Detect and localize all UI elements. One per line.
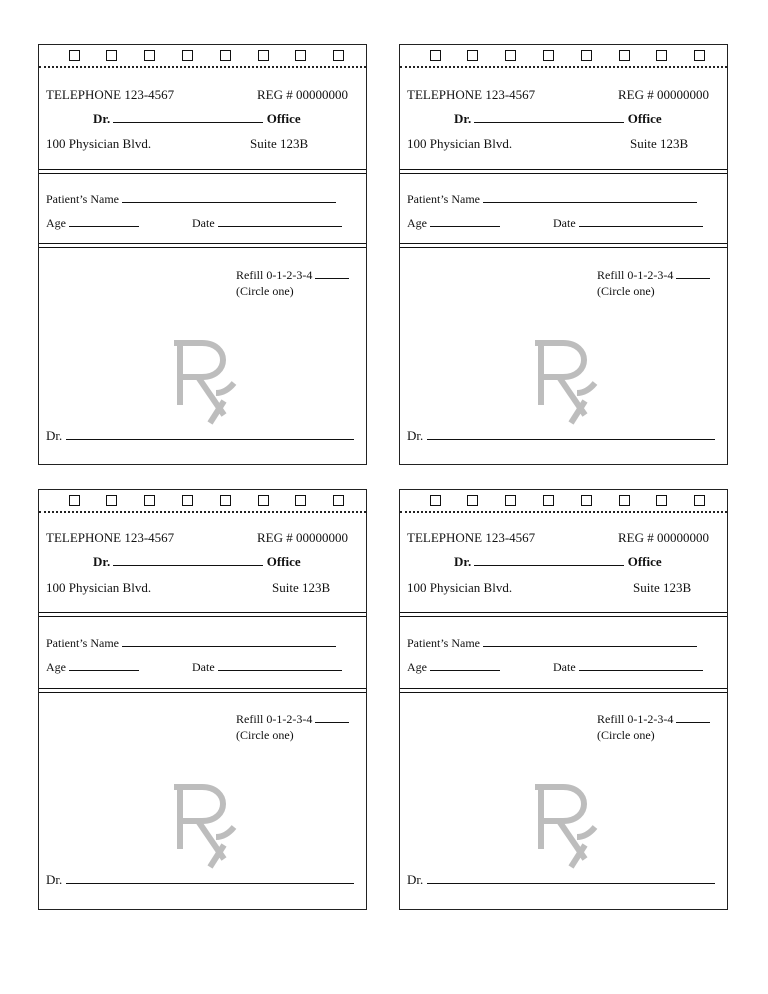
- prescription-pad: [38, 489, 367, 910]
- circle-one-note: (Circle one): [597, 284, 655, 298]
- doctor-label: Dr.: [454, 554, 472, 569]
- checkbox-icon[interactable]: [581, 50, 592, 61]
- registration-number: REG # 00000000: [257, 87, 348, 102]
- circle-one-note: (Circle one): [597, 728, 655, 742]
- checkbox-icon[interactable]: [467, 50, 478, 61]
- refill-label: Refill 0-1-2-3-4: [236, 268, 313, 282]
- refill-blank[interactable]: [315, 711, 349, 723]
- date-blank[interactable]: [218, 659, 342, 671]
- checkbox-row: [39, 45, 366, 68]
- refill-blank[interactable]: [676, 711, 710, 723]
- telephone: TELEPHONE 123-4567: [46, 87, 175, 102]
- prescription-pad: [399, 489, 728, 910]
- checkbox-icon[interactable]: [333, 495, 344, 506]
- doctor-name-blank[interactable]: [113, 554, 263, 566]
- checkbox-icon[interactable]: [543, 50, 554, 61]
- doctor-label: Dr.: [93, 554, 111, 569]
- patient-name-line: [46, 191, 336, 207]
- registration-number: REG # 00000000: [618, 530, 709, 545]
- telephone: TELEPHONE 123-4567: [46, 530, 175, 545]
- age-label: Age: [46, 216, 66, 230]
- rx-icon: [533, 781, 613, 871]
- suite: Suite 123B: [272, 580, 331, 595]
- checkbox-icon[interactable]: [182, 50, 193, 61]
- checkbox-icon[interactable]: [182, 495, 193, 506]
- checkbox-icon[interactable]: [258, 50, 269, 61]
- patient-name-label: Patient’s Name: [46, 192, 119, 206]
- signature-label: Dr.: [407, 872, 424, 887]
- checkbox-icon[interactable]: [69, 495, 80, 506]
- age-line: [46, 215, 139, 231]
- doctor-label: Dr.: [93, 111, 111, 126]
- signature-line: [46, 428, 354, 443]
- date-line: [553, 659, 703, 675]
- checkbox-icon[interactable]: [505, 495, 516, 506]
- doctor-name-blank[interactable]: [474, 111, 624, 123]
- signature-blank[interactable]: [66, 872, 354, 884]
- date-label: Date: [553, 216, 576, 230]
- rx-icon: [533, 337, 613, 427]
- checkbox-icon[interactable]: [333, 50, 344, 61]
- refill-line: [236, 711, 349, 727]
- registration-number: REG # 00000000: [618, 87, 709, 102]
- date-blank[interactable]: [579, 215, 703, 227]
- patient-name-blank[interactable]: [483, 635, 697, 647]
- checkbox-icon[interactable]: [106, 495, 117, 506]
- age-blank[interactable]: [69, 659, 139, 671]
- doctor-name-blank[interactable]: [474, 554, 624, 566]
- refill-label: Refill 0-1-2-3-4: [597, 268, 674, 282]
- checkbox-icon[interactable]: [258, 495, 269, 506]
- address: 100 Physician Blvd.: [407, 136, 513, 151]
- checkbox-icon[interactable]: [656, 50, 667, 61]
- checkbox-icon[interactable]: [106, 50, 117, 61]
- checkbox-row: [400, 45, 727, 68]
- address: 100 Physician Blvd.: [46, 580, 152, 595]
- checkbox-icon[interactable]: [295, 50, 306, 61]
- refill-blank[interactable]: [676, 267, 710, 279]
- refill-line: [597, 711, 710, 727]
- rx-icon: [172, 337, 252, 427]
- checkbox-icon[interactable]: [467, 495, 478, 506]
- section-divider: [400, 612, 727, 617]
- date-label: Date: [553, 660, 576, 674]
- office-label: Office: [266, 111, 301, 126]
- checkbox-icon[interactable]: [144, 50, 155, 61]
- refill-line: [236, 267, 349, 283]
- refill-label: Refill 0-1-2-3-4: [236, 712, 313, 726]
- signature-line: [407, 428, 715, 443]
- checkbox-icon[interactable]: [543, 495, 554, 506]
- checkbox-row: [400, 490, 727, 513]
- age-blank[interactable]: [430, 215, 500, 227]
- checkbox-row: [39, 490, 366, 513]
- section-divider: [400, 169, 727, 174]
- signature-line: [46, 872, 354, 887]
- signature-label: Dr.: [46, 872, 63, 887]
- age-line: [46, 659, 139, 675]
- date-label: Date: [192, 216, 215, 230]
- signature-blank[interactable]: [427, 428, 715, 440]
- patient-name-blank[interactable]: [122, 191, 336, 203]
- checkbox-icon[interactable]: [581, 495, 592, 506]
- signature-label: Dr.: [46, 428, 63, 443]
- suite: Suite 123B: [250, 136, 309, 151]
- date-blank[interactable]: [579, 659, 703, 671]
- patient-name-blank[interactable]: [483, 191, 697, 203]
- checkbox-icon[interactable]: [505, 50, 516, 61]
- prescription-pad: [38, 44, 367, 465]
- checkbox-icon[interactable]: [656, 495, 667, 506]
- suite: Suite 123B: [633, 580, 692, 595]
- section-divider: [39, 612, 366, 617]
- checkbox-icon[interactable]: [619, 50, 630, 61]
- doctor-label: Dr.: [454, 111, 472, 126]
- registration-number: REG # 00000000: [257, 530, 348, 545]
- doctor-office-line: [93, 111, 301, 126]
- age-label: Age: [407, 216, 427, 230]
- signature-blank[interactable]: [66, 428, 354, 440]
- doctor-office-line: [93, 554, 301, 569]
- patient-name-line: [46, 635, 336, 651]
- date-label: Date: [192, 660, 215, 674]
- checkbox-icon[interactable]: [694, 50, 705, 61]
- suite: Suite 123B: [630, 136, 689, 151]
- signature-label: Dr.: [407, 428, 424, 443]
- circle-one-note: (Circle one): [236, 284, 294, 298]
- refill-label: Refill 0-1-2-3-4: [597, 712, 674, 726]
- age-label: Age: [407, 660, 427, 674]
- office-label: Office: [266, 554, 301, 569]
- checkbox-icon[interactable]: [144, 495, 155, 506]
- prescription-pad: [399, 44, 728, 465]
- refill-blank[interactable]: [315, 267, 349, 279]
- date-line: [192, 215, 342, 231]
- address: 100 Physician Blvd.: [46, 136, 152, 151]
- office-label: Office: [627, 554, 662, 569]
- patient-name-line: [407, 635, 697, 651]
- address: 100 Physician Blvd.: [407, 580, 513, 595]
- age-line: [407, 215, 500, 231]
- age-blank[interactable]: [430, 659, 500, 671]
- patient-name-label: Patient’s Name: [407, 192, 480, 206]
- age-line: [407, 659, 500, 675]
- doctor-office-line: [454, 111, 662, 126]
- doctor-office-line: [454, 554, 662, 569]
- rx-icon: [172, 781, 252, 871]
- section-divider: [400, 243, 727, 248]
- circle-one-note: (Circle one): [236, 728, 294, 742]
- signature-blank[interactable]: [427, 872, 715, 884]
- checkbox-icon[interactable]: [69, 50, 80, 61]
- checkbox-icon[interactable]: [295, 495, 306, 506]
- section-divider: [39, 169, 366, 174]
- refill-line: [597, 267, 710, 283]
- date-line: [553, 215, 703, 231]
- doctor-name-blank[interactable]: [113, 111, 263, 123]
- checkbox-icon[interactable]: [220, 495, 231, 506]
- section-divider: [39, 688, 366, 693]
- office-label: Office: [627, 111, 662, 126]
- section-divider: [39, 243, 366, 248]
- telephone: TELEPHONE 123-4567: [407, 87, 536, 102]
- patient-name-blank[interactable]: [122, 635, 336, 647]
- patient-name-line: [407, 191, 697, 207]
- section-divider: [400, 688, 727, 693]
- age-label: Age: [46, 660, 66, 674]
- checkbox-icon[interactable]: [694, 495, 705, 506]
- age-blank[interactable]: [69, 215, 139, 227]
- checkbox-icon[interactable]: [220, 50, 231, 61]
- signature-line: [407, 872, 715, 887]
- patient-name-label: Patient’s Name: [407, 636, 480, 650]
- date-line: [192, 659, 342, 675]
- checkbox-icon[interactable]: [430, 495, 441, 506]
- checkbox-icon[interactable]: [619, 495, 630, 506]
- patient-name-label: Patient’s Name: [46, 636, 119, 650]
- checkbox-icon[interactable]: [430, 50, 441, 61]
- date-blank[interactable]: [218, 215, 342, 227]
- telephone: TELEPHONE 123-4567: [407, 530, 536, 545]
